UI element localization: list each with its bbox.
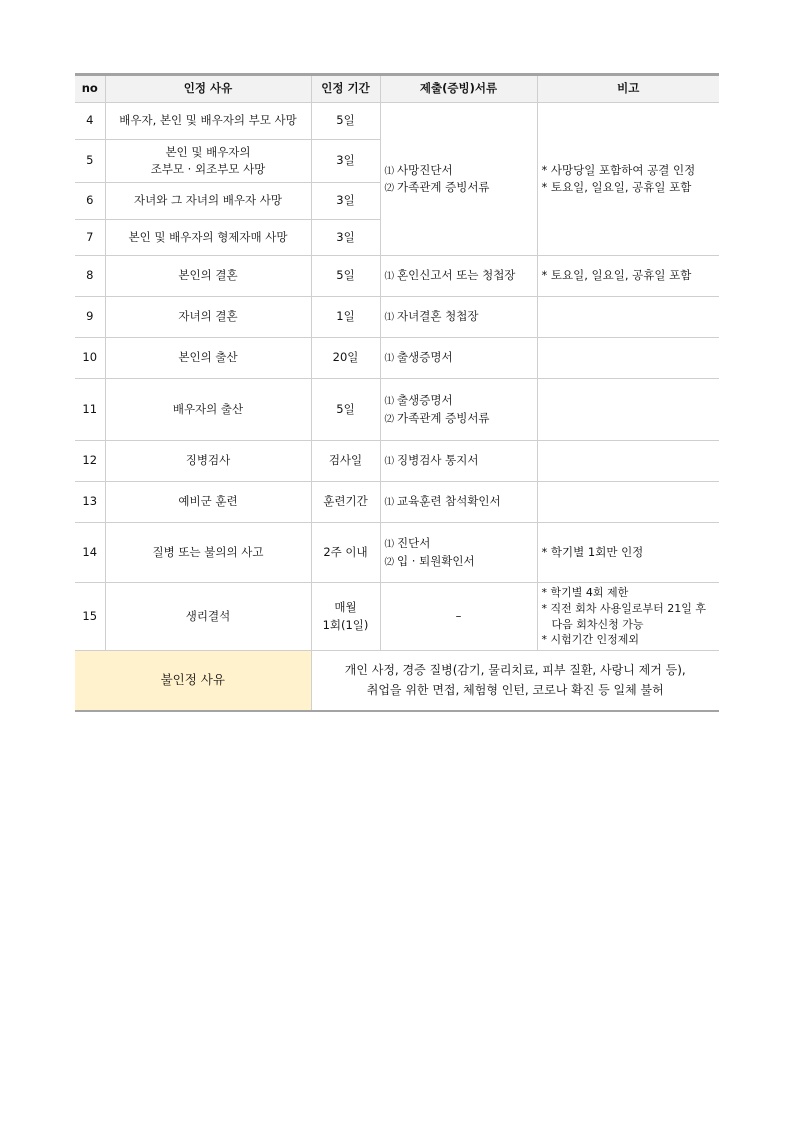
doc-item: ⑴ 진단서 [384,536,431,551]
doc-item: ⑴ 사망진단서 [384,162,453,177]
note-item: * 토요일, 일요일, 공휴일 포함 [541,268,692,283]
row-docs [380,482,537,523]
doc-item: ⑴ 징병검사 통지서 [384,453,479,468]
row-note [537,297,719,338]
table-row [75,523,719,583]
doc-item: ⑴ 출생증명서 [384,350,453,365]
group-docs [380,103,537,256]
absence-recognition-table [75,73,719,712]
row-period: 훈련기간 [311,482,380,523]
nonrecognized-label: 불인정 사유 [75,651,311,711]
nonrecognized-row [75,651,719,711]
row-no: 13 [75,482,105,523]
doc-item: ⑴ 출생증명서 [384,393,453,408]
doc-item: ⑴ 혼인신고서 또는 청첩장 [384,268,516,283]
row-period: 5일 [311,379,380,441]
note-item: * 시험기간 인정제외 [541,633,640,647]
doc-item: ⑵ 가족관계 증빙서류 [384,180,490,194]
row-docs [380,338,537,379]
nonrecognized-text: 개인 사정, 경증 질병(감기, 물리치료, 피부 질환, 사랑니 제거 등), 취업을 위한 면접, 체험형 인턴, 코로나 확진 등 일체 불허 [311,651,719,711]
table-row [75,441,719,482]
row-docs [380,256,537,297]
row-note [537,482,719,523]
row-docs [380,441,537,482]
note-item: * 학기별 4회 제한 [541,585,629,599]
table-row [75,256,719,297]
note-item: * 직전 회차 사용일로부터 21일 후 [541,601,706,615]
row-no: 14 [75,523,105,583]
row-period: 1일 [311,297,380,338]
row-no: 5 [75,140,105,183]
row-period: 5일 [311,256,380,297]
row-no: 9 [75,297,105,338]
doc-item: ⑵ 가족관계 증빙서류 [384,410,490,425]
row-no: 10 [75,338,105,379]
row-reason: 배우자, 본인 및 배우자의 부모 사망 [105,103,311,140]
row-no: 8 [75,256,105,297]
row-no: 11 [75,379,105,441]
row-reason: 자녀와 그 자녀의 배우자 사망 [105,183,311,220]
row-note [537,441,719,482]
doc-item: ⑴ 교육훈련 참석확인서 [384,494,501,509]
row-period: 2주 이내 [311,523,380,583]
doc-item: ⑴ 자녀결혼 청첩장 [384,309,479,324]
header-reason: 인정 사유 [105,75,311,103]
row-reason: 자녀의 결혼 [105,297,311,338]
table-row [75,103,719,140]
row-period: 3일 [311,183,380,220]
group-notes [537,103,719,256]
row-no: 7 [75,220,105,256]
note-item: * 사망당일 포함하여 공결 인정 [541,162,696,177]
row-no: 15 [75,583,105,651]
row-period: 3일 [311,140,380,183]
header-note: 비고 [537,75,719,103]
row-reason: 본인 및 배우자의 조부모 · 외조부모 사망 [105,140,311,183]
row-docs [380,523,537,583]
row-period: 20일 [311,338,380,379]
row-reason: 생리결석 [105,583,311,651]
note-item: * 토요일, 일요일, 공휴일 포함 [541,180,692,194]
note-item: * 학기별 1회만 인정 [541,544,644,559]
row-reason: 본인의 결혼 [105,256,311,297]
row-reason: 질병 또는 불의의 사고 [105,523,311,583]
table-row [75,482,719,523]
row-period: 매월 1회(1일) [311,583,380,651]
row-note [537,523,719,583]
row-note [537,583,719,651]
note-item: 다음 회차신청 가능 [551,617,644,631]
row-period: 5일 [311,103,380,140]
header-docs: 제출(증빙)서류 [380,75,537,103]
row-period: 3일 [311,220,380,256]
row-reason: 본인 및 배우자의 형제자매 사망 [105,220,311,256]
header-row [75,75,719,103]
table-row [75,338,719,379]
table-row [75,297,719,338]
row-no: 6 [75,183,105,220]
row-reason: 예비군 훈련 [105,482,311,523]
table-row [75,379,719,441]
row-docs: – [380,583,537,651]
row-no: 12 [75,441,105,482]
row-docs [380,297,537,338]
header-no: no [75,75,105,103]
row-period: 검사일 [311,441,380,482]
doc-item: ⑵ 입 · 퇴원확인서 [384,553,475,568]
row-no: 4 [75,103,105,140]
header-period: 인정 기간 [311,75,380,103]
row-note [537,338,719,379]
row-note [537,256,719,297]
table-row [75,583,719,651]
row-reason: 본인의 출산 [105,338,311,379]
row-reason: 배우자의 출산 [105,379,311,441]
row-reason: 징병검사 [105,441,311,482]
row-docs [380,379,537,441]
row-note [537,379,719,441]
